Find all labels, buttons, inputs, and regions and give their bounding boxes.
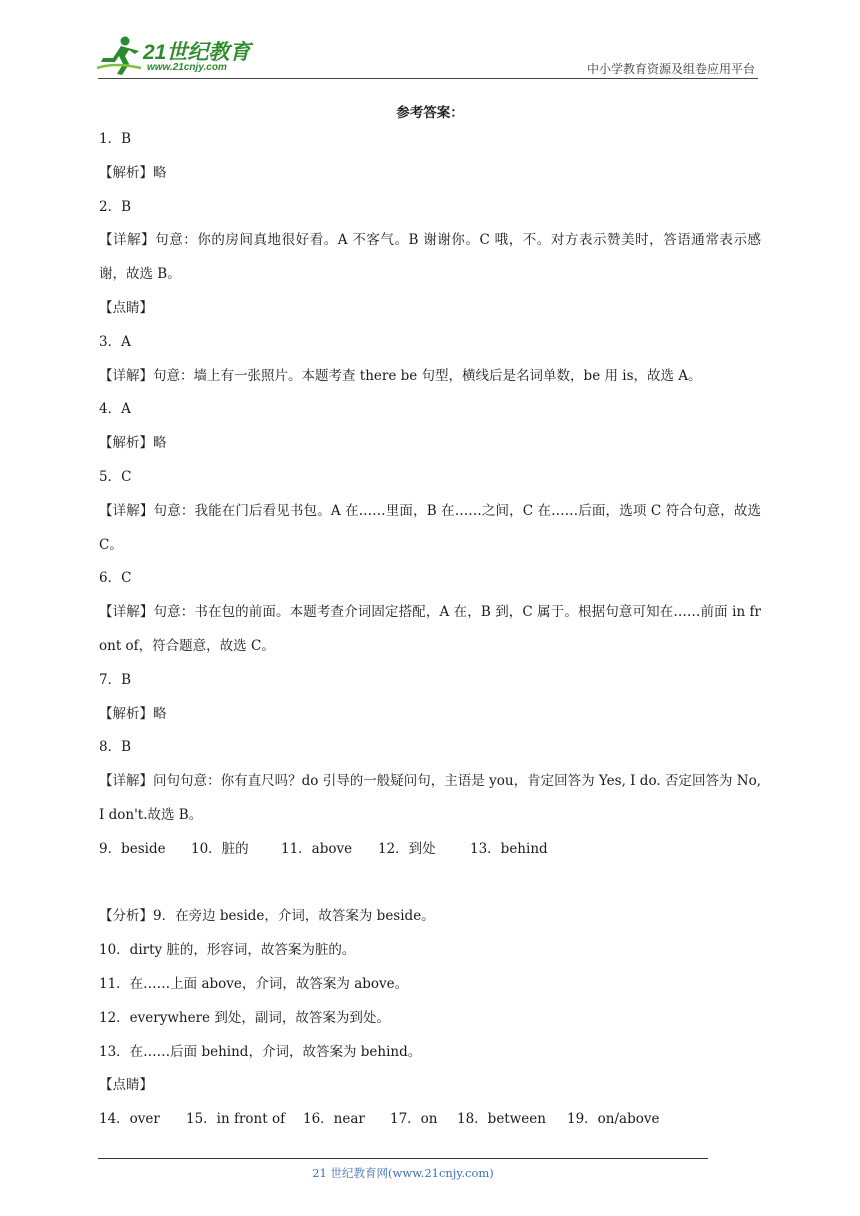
explanation-paragraph: 【详解】问句句意：你有直尺吗？do 引导的一般疑问句，主语是 you，肯定回答为 Yes, I do. 否定回答为 No, I don't.故选 B。: [99, 773, 761, 823]
explanation-line: 【解析】略: [99, 164, 167, 181]
answer-row: [99, 1103, 761, 1137]
answer-item: 16．near: [303, 1111, 365, 1128]
note-line: 【点睛】: [99, 1077, 153, 1094]
footer-link[interactable]: 21 世纪教育网(www.21cnjy.com): [312, 1166, 494, 1180]
answer-item: 14．over: [99, 1111, 160, 1128]
answer-line: 6．C: [99, 570, 132, 587]
answer-item: 11．above: [281, 840, 353, 857]
answer-content: [99, 123, 761, 1137]
answer-line: 3．A: [99, 333, 131, 350]
answer-line: 7．B: [99, 671, 132, 688]
answer-item: 13．behind: [470, 840, 548, 857]
footer-divider: [98, 1158, 708, 1159]
platform-name: 中小学教育资源及组卷应用平台: [586, 62, 755, 76]
answer-item: 15．in front of: [186, 1111, 286, 1128]
analysis-line: 13．在……后面 behind，介词，故答案为 behind。: [99, 1043, 422, 1060]
answer-item: 19．on/above: [567, 1111, 660, 1128]
explanation-paragraph: 【详解】句意：你的房间真地很好看。A 不客气。B 谢谢你。C 哦，不。对方表示赞美时，答语通常表示感谢，故选 B。: [99, 232, 761, 283]
logo-title: 21世纪教育: [143, 41, 251, 64]
header-divider: [98, 78, 758, 79]
answer-row: [99, 833, 761, 867]
logo-subtitle: www.21cnjy.com: [147, 62, 227, 73]
page-title: 参考答案：: [396, 105, 464, 121]
analysis-line: 10．dirty 脏的，形容词，故答案为脏的。: [99, 942, 356, 959]
explanation-paragraph: 【详解】句意：书在包的前面。本题考查介词固定搭配，A 在，B 到，C 属于。根据句意可知在……前面 in front of，符合题意，故选 C。: [99, 604, 761, 654]
spacer: [99, 867, 761, 901]
analysis-line: 【分析】9．在旁边 beside，介词，故答案为 beside。: [99, 908, 435, 925]
answer-line: 8．B: [99, 739, 132, 756]
runner-icon: [95, 34, 143, 78]
explanation-line: 【解析】略: [99, 705, 167, 722]
answer-item: 10．脏的: [191, 840, 249, 857]
note-line: 【点睛】: [99, 299, 153, 316]
answer-item: 18．between: [457, 1111, 546, 1128]
answer-line: 5．C: [99, 468, 132, 485]
explanation-line: 【解析】略: [99, 435, 167, 452]
answer-line: 2．B: [99, 198, 132, 215]
answer-line: 1．B: [99, 131, 132, 147]
answer-item: 9．beside: [99, 840, 166, 857]
analysis-line: 12．everywhere 到处，副词，故答案为到处。: [99, 1009, 390, 1026]
answer-item: 12．到处: [378, 840, 436, 857]
analysis-line: 11．在……上面 above，介词，故答案为 above。: [99, 975, 409, 992]
answer-item: 17．on: [390, 1111, 438, 1128]
page-header: [0, 0, 860, 90]
explanation-paragraph: 【详解】句意：我能在门后看见书包。A 在……里面，B 在……之间，C 在……后面，选项 C 符合句意，故选 C。: [99, 502, 761, 553]
answer-line: 4．A: [99, 401, 131, 418]
explanation-line: 【详解】句意：墙上有一张照片。本题考查 there be 句型，横线后是名词单数，be 用 is，故选 A。: [99, 367, 702, 384]
logo: [95, 34, 260, 78]
